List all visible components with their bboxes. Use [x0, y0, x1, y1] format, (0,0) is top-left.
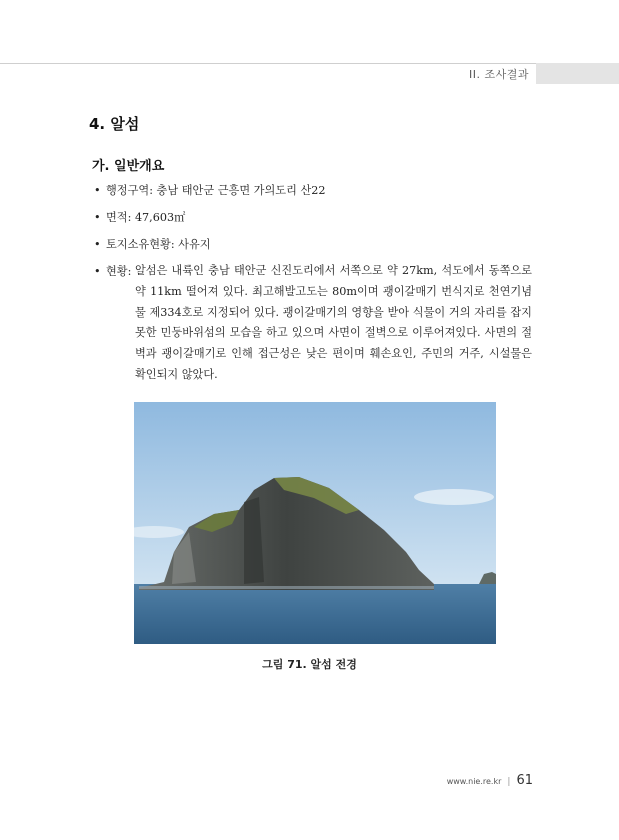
header-tab-block [536, 63, 619, 84]
sea [134, 584, 496, 644]
footer-url[interactable]: www.nie.re.kr [446, 777, 502, 786]
list-item [92, 237, 532, 252]
area-text: 면적: 47,603㎡ [106, 211, 186, 224]
status-text: 알섬은 내륙인 충남 태안군 신진도리에서 서쪽으로 약 27km, 석도에서 동쪽으로 약 11km 떨어져 있다. 최고해발고도는 80m이며 괭이갈매기 번식지로 천연기념물 제334호로 지정되어 있다. 괭이갈매기의 영향을 받아 식물이 거의 자리를 잡지 못한 민둥바위섬의 모습을 하고 있으며 사면이 절벽으로 이루어져있다. 사면의 절벽과 괭이갈매기로 인해 접근성은 낮은 편이며 훼손요인, 주민의 거주, 시설물은 확인되지 않았다. [134, 264, 532, 381]
footer-separator: | [507, 777, 511, 787]
bullet-icon: • [94, 238, 101, 251]
figure-caption: 그림 71. 알섬 전경 [262, 658, 357, 671]
status-label: 현황: [106, 265, 132, 278]
cloud [414, 489, 494, 505]
page-number: 61 [516, 773, 533, 788]
address-text: 행정구역: 충남 태안군 근흥면 가의도리 산22 [106, 184, 326, 197]
bullet-icon: • [94, 211, 101, 224]
ownership-text: 토지소유현황: 사유지 [106, 238, 211, 251]
chapter-label: II. 조사결과 [469, 68, 529, 81]
list-item [92, 183, 532, 198]
island-photo [134, 402, 496, 644]
page-footer [447, 773, 533, 788]
bullet-icon: • [94, 265, 101, 278]
subsection-title: 가. 일반개요 [92, 159, 165, 174]
list-item [92, 264, 532, 386]
shoreline-foam [139, 586, 434, 589]
overview-list [92, 183, 532, 398]
status-block [106, 264, 532, 386]
section-title: 4. 알섬 [89, 115, 140, 133]
bullet-icon: • [94, 184, 101, 197]
header-rule [0, 63, 619, 64]
list-item [92, 210, 532, 225]
